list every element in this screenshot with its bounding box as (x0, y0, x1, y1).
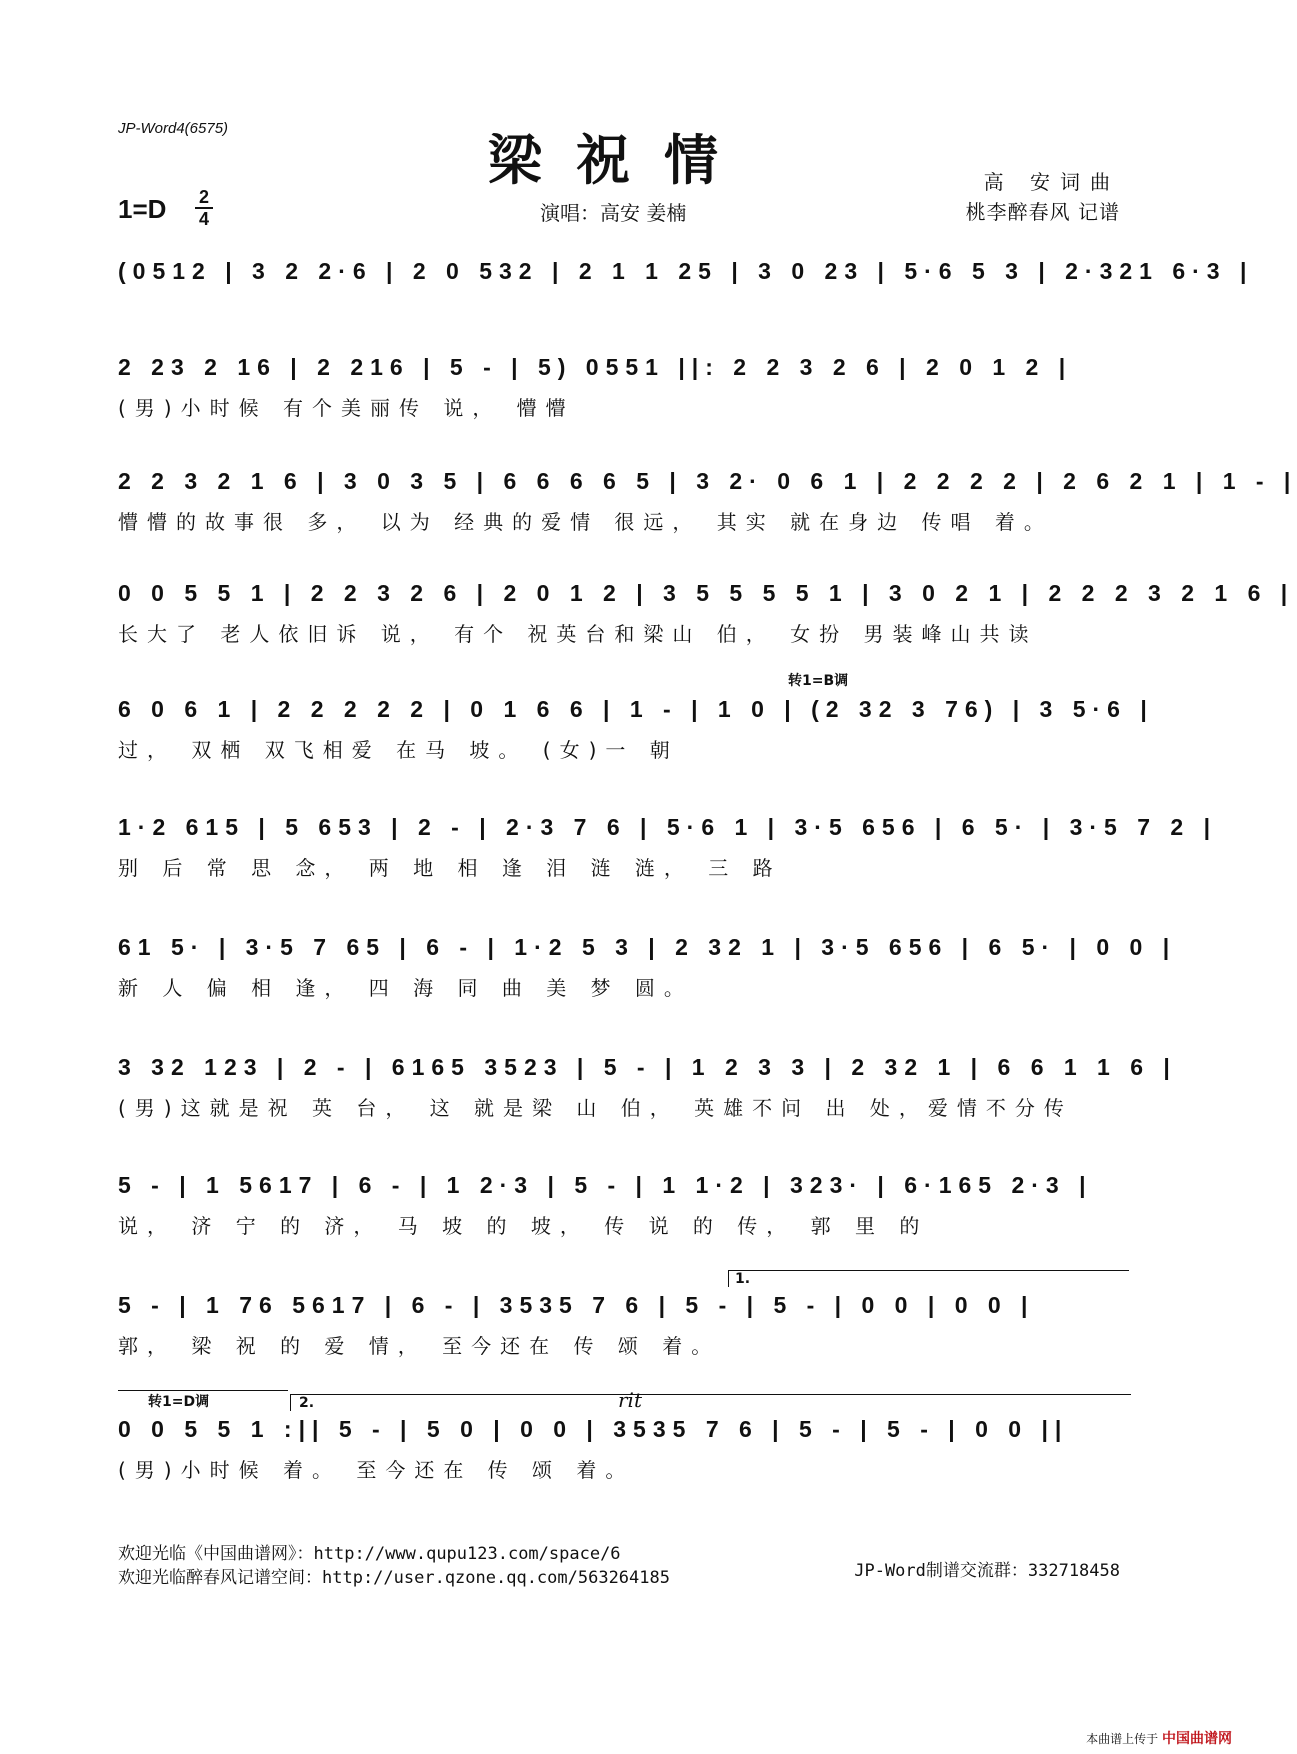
lyrics-line: 郭， 梁 祝 的 爱 情， 至今还在 传 颂 着。 (118, 1334, 721, 1358)
notes-line: 6 0 6 1 | 2 2 2 2 2 | 0 1 6 6 | 1 - | 1 0 | (2 32 3 76) | 3 5·6 | (118, 696, 1154, 722)
notes-line: 0 0 5 5 1 :|| 5 - | 5 0 | 0 0 | 3535 7 6 | 5 - | 5 - | 0 0 || (118, 1416, 1069, 1442)
notes-line: (0512 | 3 2 2·6 | 2 0 532 | 2 1 1 25 | 3 0 23 | 5·6 5 3 | 2·321 6·3 | (118, 258, 1254, 284)
notes-line: 2 2 3 2 1 6 | 3 0 3 5 | 6 6 6 6 5 | 3 2· 0 6 1 | 2 2 2 2 | 2 6 2 1 | 1 - | (118, 468, 1297, 494)
volta-2: 2. (290, 1394, 1131, 1411)
modulation-b-marker: 转1=B调 (788, 673, 849, 689)
lyrics-line: 别 后 常 思 念， 两 地 相 逢 泪 涟 涟， 三 路 (118, 856, 782, 880)
footer-links (118, 1542, 670, 1590)
score-row-10 (118, 1271, 1122, 1358)
notes-line: 1·2 615 | 5 653 | 2 - | 2·3 7 6 | 5·6 1 | 3·5 656 | 6 5· | 3·5 7 2 | (118, 814, 1218, 840)
stamp-prefix: 本曲谱上传于 (1086, 1732, 1159, 1746)
score-row-7 (118, 928, 1177, 1000)
notes-line: 0 0 5 5 1 | 2 2 3 2 6 | 2 0 1 2 | 3 5 5 5 5 1 | 3 0 2 1 | 2 2 2 3 2 1 6 | (118, 580, 1295, 606)
stamp-brand: 中国曲谱网 (1162, 1731, 1232, 1747)
notes-line: 5 - | 1 5617 | 6 - | 1 2·3 | 5 - | 1 1·2 | 323· | 6·165 2·3 | (118, 1172, 1093, 1198)
notes-line: 3 32 123 | 2 - | 6165 3523 | 5 - | 1 2 3 3 | 2 32 1 | 6 6 1 1 6 | (118, 1054, 1177, 1080)
lyrics-line: 过， 双栖 双飞相爱 在马 坡。 (女)一 朝 (118, 738, 679, 762)
lyrics-line: 新 人 偏 相 逢， 四 海 同 曲 美 梦 圆。 (118, 976, 693, 1000)
score-row-11 (118, 1388, 1122, 1482)
footer-line-1: 欢迎光临《中国曲谱网》：http://www.qupu123.com/space/6 (118, 1544, 621, 1564)
rit-marking: rit (618, 1388, 642, 1412)
lyrics-line: (男)这就是祝 英 台， 这 就是梁 山 伯， 英雄不问 出 处，爱情不分传 (118, 1096, 1073, 1120)
notes-line: 2 23 2 16 | 2 216 | 5 - | 5) 0551 ||: 2 2 3 2 6 | 2 0 1 2 | (118, 354, 1073, 380)
lyrics-line: 说， 济 宁 的 济， 马 坡 的 坡， 传 说 的 传， 郭 里 的 (118, 1214, 929, 1238)
notes-line: 61 5· | 3·5 7 65 | 6 - | 1·2 5 3 | 2 32 1 | 3·5 656 | 6 5· | 0 0 | (118, 934, 1177, 960)
transcriber-credit: 桃李醉春风 记谱 (965, 200, 1120, 224)
lyrics-line: (男)小时候 着。 至今还在 传 颂 着。 (118, 1458, 635, 1482)
song-title: 梁祝情 (488, 128, 752, 192)
score-row-1 (118, 252, 1254, 292)
modulation-d-marker: 转1=D调 (118, 1390, 288, 1411)
score-row-9 (118, 1166, 1122, 1238)
score-row-3 (118, 462, 1297, 534)
notes-line: 5 - | 1 76 5617 | 6 - | 3535 7 6 | 5 - | 5 - | 0 0 | 0 0 | (118, 1292, 1035, 1318)
time-bottom: 4 (198, 209, 209, 229)
lyrics-line: (男)小时候 有个美丽传 说， 懵懵 (118, 396, 575, 420)
lyrics-line: 懵懵的故事很 多， 以为 经典的爱情 很远， 其实 就在身边 传唱 着。 (118, 510, 1053, 534)
software-label: JP-Word4(6575) (118, 120, 229, 137)
footer-group: JP-Word制谱交流群：332718458 (854, 1561, 1120, 1581)
score-row-8 (118, 1048, 1177, 1120)
score-row-4 (118, 574, 1295, 646)
key-signature: 1=D (118, 194, 167, 224)
footer-line-2: 欢迎光临醉春风记谱空间：http://user.qzone.qq.com/563264185 (118, 1568, 670, 1588)
score-row-2 (118, 348, 1122, 420)
time-signature (195, 188, 213, 228)
volta-1: 1. (728, 1270, 1129, 1287)
lyrics-line: 长大了 老人依旧诉 说， 有个 祝英台和梁山 伯， 女扮 男装峰山共读 (118, 622, 1038, 646)
score-row-6 (118, 808, 1218, 880)
singer-credit: 演唱：高安 姜楠 (540, 201, 687, 225)
composer-credit: 高 安词曲 (983, 170, 1120, 194)
score-row-5 (118, 673, 1154, 762)
upload-stamp (1086, 1728, 1232, 1748)
time-top: 2 (198, 187, 209, 207)
